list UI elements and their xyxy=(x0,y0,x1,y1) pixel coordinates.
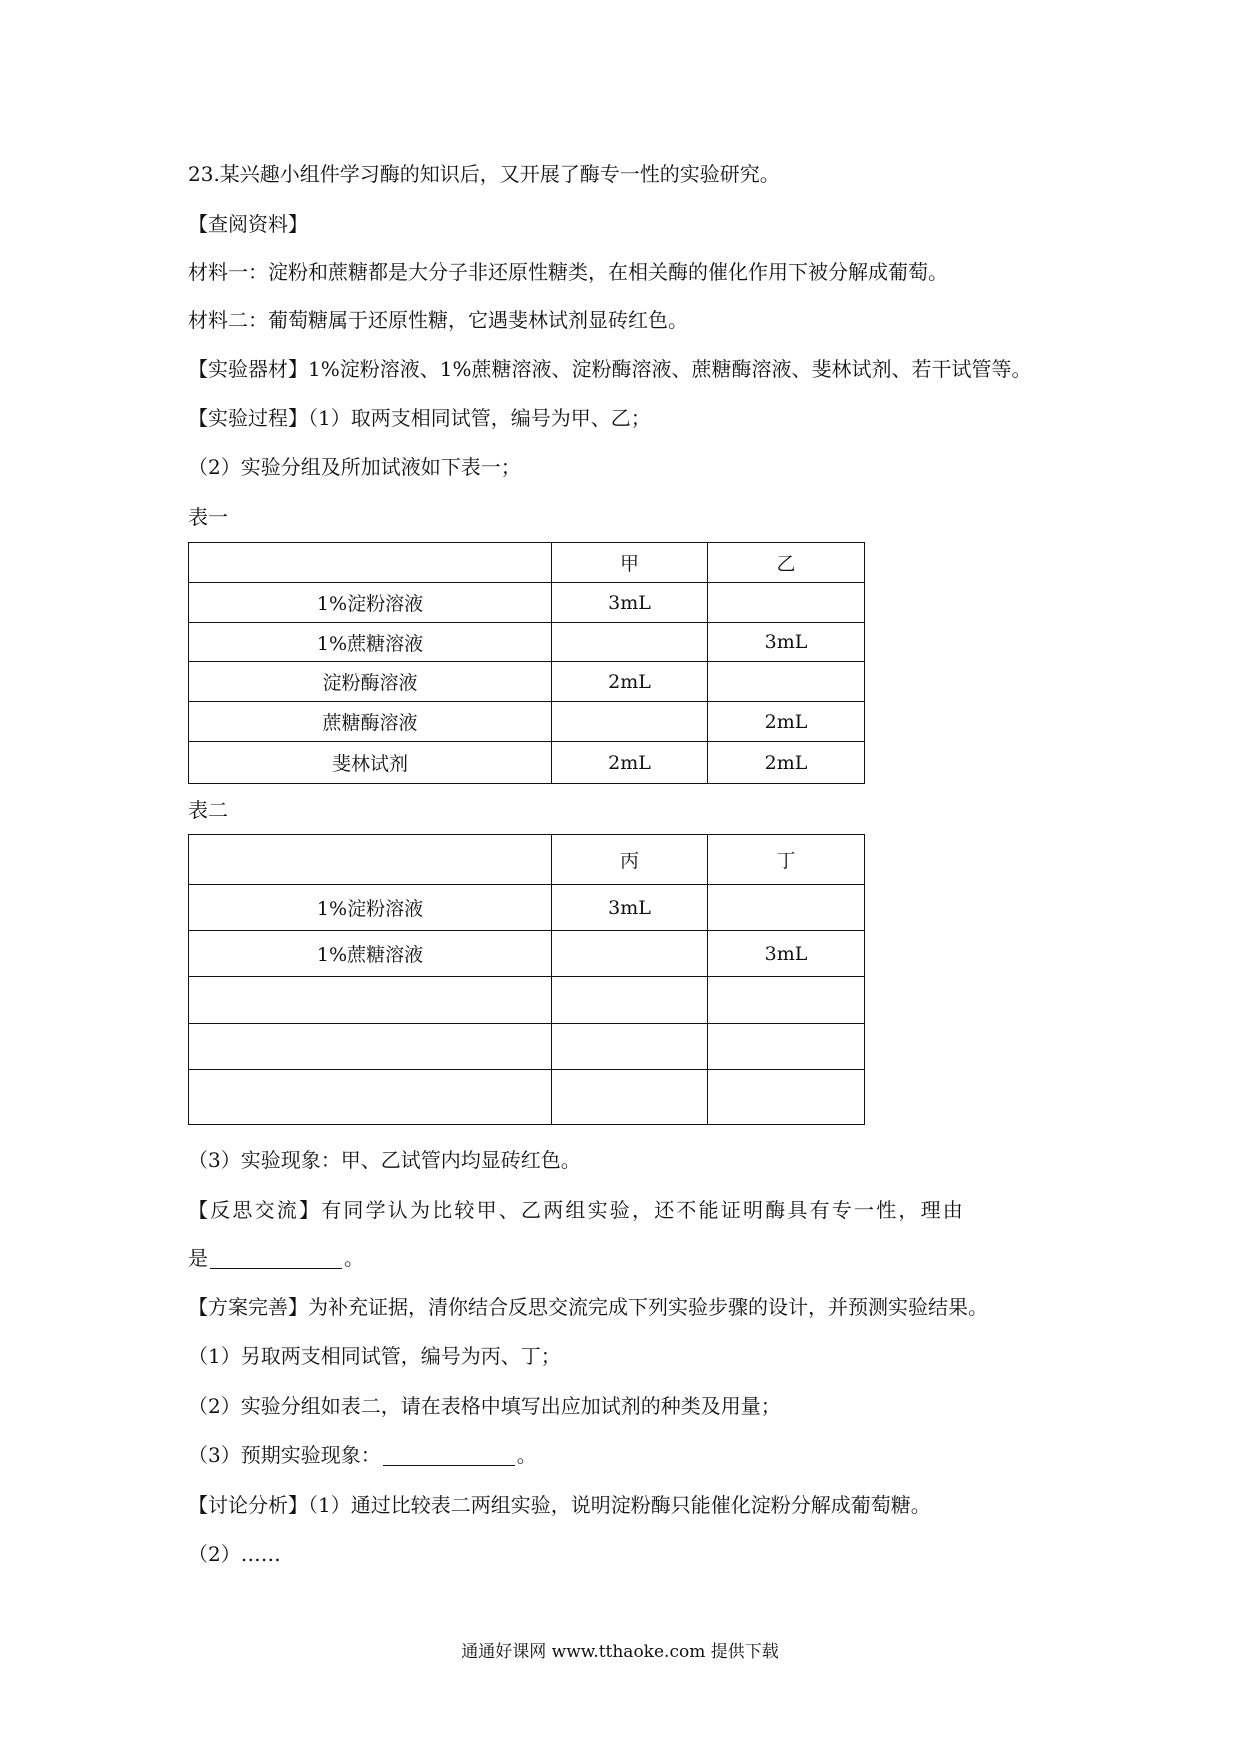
table-two xyxy=(188,834,865,1125)
table-row xyxy=(189,702,865,742)
table-cell: 2mL xyxy=(552,742,708,784)
table-cell xyxy=(189,543,552,583)
table-row xyxy=(189,1070,865,1125)
material-one: 材料一：淀粉和蔗糖都是大分子非还原性糖类，在相关酶的催化作用下被分解成葡萄。 xyxy=(188,260,948,284)
section-lookup: 【查阅资料】 xyxy=(188,212,308,236)
table-cell: 3mL xyxy=(708,623,865,662)
table-cell xyxy=(708,885,865,931)
table-cell: 1%蔗糖溶液 xyxy=(189,623,552,662)
process-step-2: （2）实验分组及所加试液如下表一； xyxy=(188,455,521,479)
reflection-line-2 xyxy=(188,1244,364,1272)
improve-text: 【方案完善】为补充证据，清你结合反思交流完成下列实验步骤的设计，并预测实验结果。 xyxy=(188,1295,988,1319)
discussion-2: （2）…… xyxy=(188,1542,281,1566)
table-cell xyxy=(708,662,865,702)
table-row xyxy=(189,742,865,784)
improve-step-3-suffix: 。 xyxy=(516,1443,537,1467)
table-row xyxy=(189,885,865,931)
discussion-1: 【讨论分析】（1）通过比较表二两组实验，说明淀粉酶只能催化淀粉分解成葡萄糖。 xyxy=(188,1493,931,1517)
table-cell: 3mL xyxy=(708,931,865,977)
table-cell: 1%淀粉溶液 xyxy=(189,583,552,623)
table-cell: 3mL xyxy=(552,885,708,931)
table-row xyxy=(189,543,865,583)
page-footer: 通通好课网 www.tthaoke.com 提供下载 xyxy=(461,1642,779,1662)
table-cell xyxy=(552,931,708,977)
table-cell: 2mL xyxy=(708,742,865,784)
table-blank-cell[interactable] xyxy=(189,977,552,1024)
table-cell: 淀粉酶溶液 xyxy=(189,662,552,702)
answer-blank-phenomenon[interactable] xyxy=(383,1443,515,1466)
table-header-ding: 丁 xyxy=(708,835,865,885)
answer-blank-reason[interactable] xyxy=(210,1246,342,1269)
improve-step-3 xyxy=(188,1441,537,1469)
table-row xyxy=(189,662,865,702)
reflection-line-1: 【反思交流】有同学认为比较甲、乙两组实验，还不能证明酶具有专一性，理由 xyxy=(188,1198,965,1222)
table-blank-cell[interactable] xyxy=(708,1070,865,1125)
table-row xyxy=(189,931,865,977)
table-cell xyxy=(708,583,865,623)
table-header-jia: 甲 xyxy=(552,543,708,583)
table-blank-cell[interactable] xyxy=(552,1024,708,1070)
improve-step-2: （2）实验分组如表二，请在表格中填写出应加试剂的种类及用量； xyxy=(188,1394,781,1418)
table-cell: 3mL xyxy=(552,583,708,623)
table-cell: 1%淀粉溶液 xyxy=(189,885,552,931)
table-cell xyxy=(189,835,552,885)
table2-caption: 表二 xyxy=(188,798,228,822)
table-row xyxy=(189,835,865,885)
process-step-1: 【实验过程】（1）取两支相同试管，编号为甲、乙； xyxy=(188,406,651,430)
table-blank-cell[interactable] xyxy=(552,977,708,1024)
reflection-prefix: 是 xyxy=(188,1246,208,1270)
table-header-bing: 丙 xyxy=(552,835,708,885)
improve-step-3-prefix: （3）预期实验现象： xyxy=(188,1443,381,1467)
table-cell: 2mL xyxy=(708,702,865,742)
observation-text: （3）实验现象：甲、乙试管内均显砖红色。 xyxy=(188,1148,581,1172)
table-blank-cell[interactable] xyxy=(708,977,865,1024)
equipment-text: 【实验器材】1%淀粉溶液、1%蔗糖溶液、淀粉酶溶液、蔗糖酶溶液、斐林试剂、若干试管等。 xyxy=(188,357,1032,381)
question-title: 23.某兴趣小组件学习酶的知识后，又开展了酶专一性的实验研究。 xyxy=(188,162,780,186)
table-blank-cell[interactable] xyxy=(708,1024,865,1070)
table1-caption: 表一 xyxy=(188,505,228,529)
table-header-yi: 乙 xyxy=(708,543,865,583)
table-blank-cell[interactable] xyxy=(189,1024,552,1070)
table-cell: 1%蔗糖溶液 xyxy=(189,931,552,977)
table-cell xyxy=(552,702,708,742)
improve-step-1: （1）另取两支相同试管，编号为丙、丁； xyxy=(188,1344,561,1368)
table-cell: 斐林试剂 xyxy=(189,742,552,784)
table-cell: 2mL xyxy=(552,662,708,702)
table-blank-cell[interactable] xyxy=(552,1070,708,1125)
table-cell: 蔗糖酶溶液 xyxy=(189,702,552,742)
table-row xyxy=(189,623,865,662)
table-row xyxy=(189,977,865,1024)
reflection-suffix: 。 xyxy=(344,1246,364,1270)
table-row xyxy=(189,583,865,623)
table-cell xyxy=(552,623,708,662)
table-blank-cell[interactable] xyxy=(189,1070,552,1125)
material-two: 材料二：葡萄糖属于还原性糖，它遇斐林试剂显砖红色。 xyxy=(188,308,688,332)
table-one xyxy=(188,542,865,784)
table-row xyxy=(189,1024,865,1070)
